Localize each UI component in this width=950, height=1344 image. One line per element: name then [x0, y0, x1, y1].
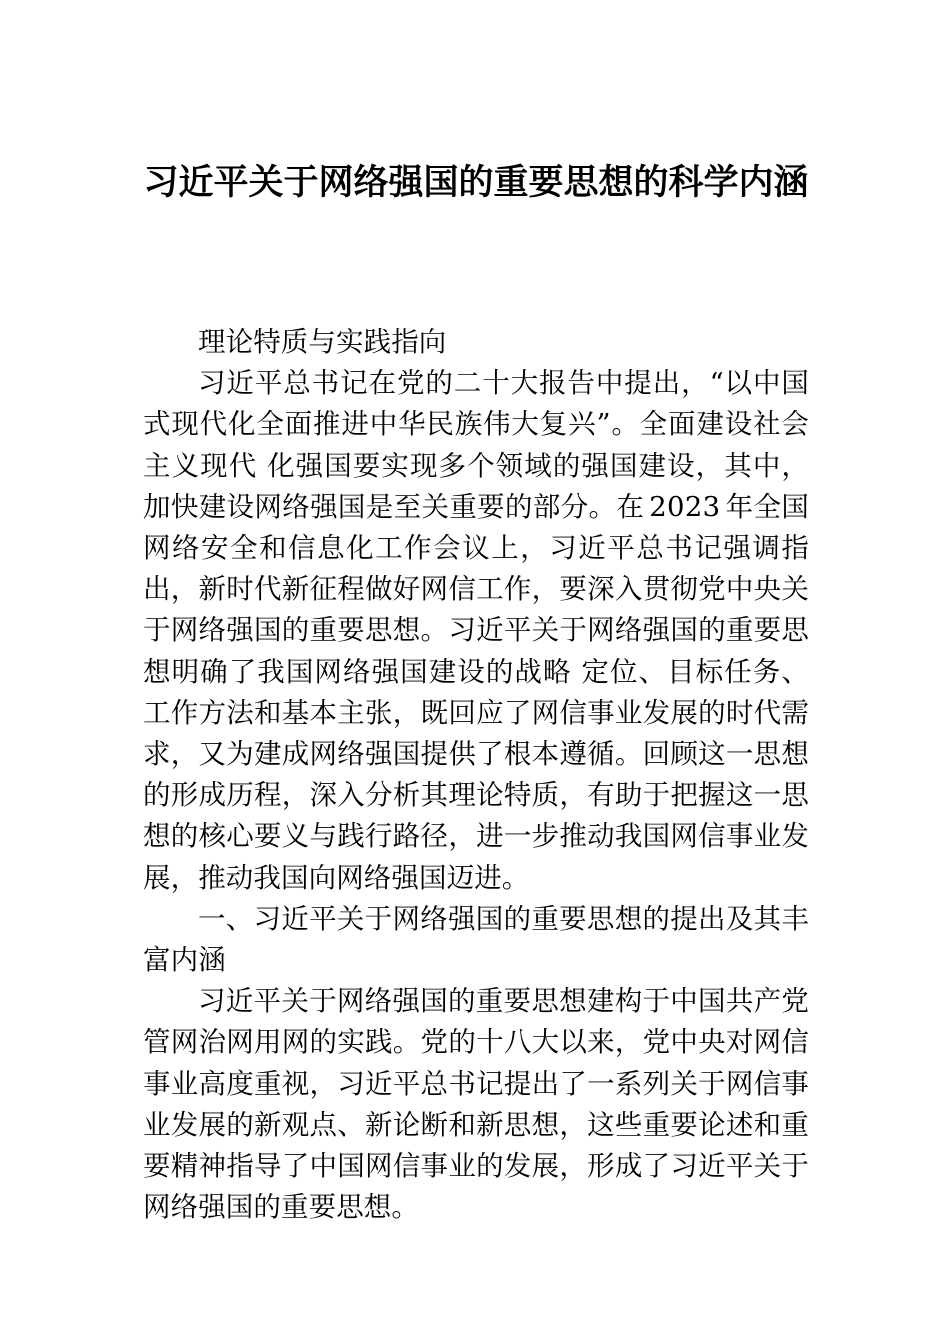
paragraph-introduction-part1: 习近平总书记在党的二十大报告中提出，“以中国式现代化全面推进中华民族伟大复兴”。全面建设社会主义现代 化强国要实现多个领域的强国建设，其中，加快建设网络强国是至关重要的部分。在: [143, 367, 809, 523]
paragraph-section-one-body: 习近平关于网络强国的重要思想建构于中国共产党管网治网用网的实践。党的十八大以来，党中央对网信事业高度重视，习近平总书记提出了一系列关于网信事业发展的新观点、新论断和新思想，这些重要论述和重要精神指导了中国网信事业的发展，形成了习近平关于网络强国的重要思想。: [143, 985, 809, 1224]
year-2023: 2023: [649, 490, 721, 523]
subheading-theory-and-practice: 理论特质与实践指向: [198, 326, 447, 358]
paragraph-introduction-part2: 年全国网络安全和信息化工作会议上，习近平总书记强调指出，新时代新征程做好网信工作，要深入贯彻党中央关于网络强国的重要思想。习近平关于网络强国的重要思想明确了我国网络强国建设的战略 定位、目标任务、工作方法和基本主张，既回应了网信事业发展的时代需求，又为建成网络强国提供了根本遵循。回顾这一思想的形成历程，深入分析其理论特质，有助于把握这一思想的核心要义与践行路径，进一步推动我国网信事业发展，推动我国向网络强国迈进。: [143, 490, 809, 894]
page-title: 习近平关于网络强国的重要思想的科学内涵: [143, 162, 809, 203]
paragraph-introduction: [143, 363, 809, 899]
section-heading-one: 一、习近平关于网络强国的重要思想的提出及其丰富内涵: [143, 902, 809, 977]
document-body: [143, 322, 809, 1228]
